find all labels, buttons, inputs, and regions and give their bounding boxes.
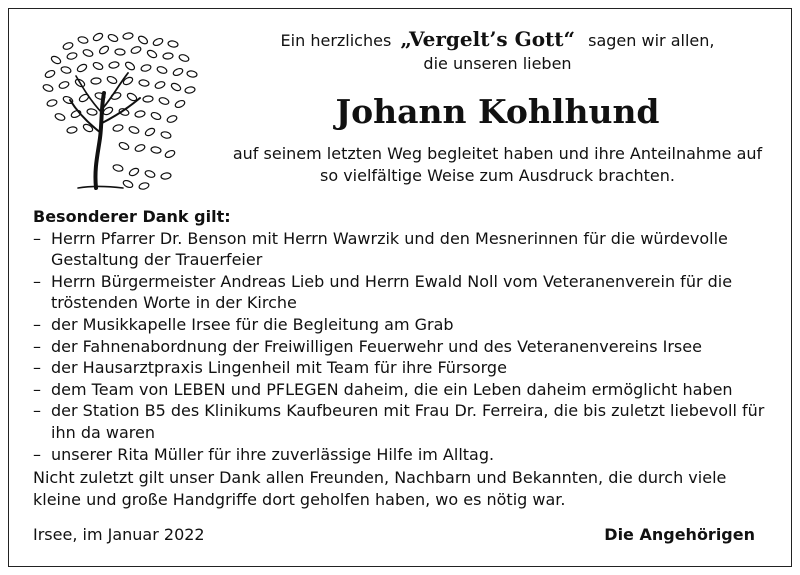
dash-marker: –: [33, 228, 41, 248]
thanks-item: [33, 444, 778, 466]
thanks-item: [33, 228, 778, 271]
thanks-item-text: unserer Rita Müller für ihre zuverlässige Hilfe im Alltag.: [51, 444, 495, 464]
thanks-item-text: Herrn Bürgermeister Andreas Lieb und Herrn Ewald Noll vom Veteranenverein für die tröstenden Worte in der Kirche: [51, 271, 733, 313]
thanks-heading: Besonderer Dank gilt:: [33, 207, 231, 226]
intro-line-2: die unseren lieben: [423, 54, 572, 73]
thanks-item: [33, 271, 778, 314]
thanks-item-text: der Hausarztpraxis Lingenheil mit Team für ihre Fürsorge: [51, 358, 507, 378]
thanks-item: [33, 357, 778, 379]
dash-marker: –: [33, 444, 41, 464]
dash-marker: –: [33, 401, 41, 421]
tail-line-2: so vielfältige Weise zum Ausdruck brachten.: [319, 166, 675, 185]
deceased-name: Johann Kohlhund: [335, 92, 660, 131]
intro-text-before: Ein herzliches: [280, 31, 392, 50]
dash-marker: –: [33, 336, 41, 356]
place-date: Irsee, im Januar 2022: [33, 525, 205, 544]
thanks-item: [33, 379, 778, 401]
thanks-item: [33, 314, 778, 336]
intro-block: [225, 28, 770, 75]
thanks-item-text: dem Team von LEBEN und PFLEGEN daheim, die ein Leben daheim ermöglicht haben: [51, 379, 733, 399]
dash-marker: –: [33, 271, 41, 291]
thanks-item: [33, 400, 778, 443]
dash-marker: –: [33, 379, 41, 399]
intro-text-after: sagen wir allen,: [588, 31, 715, 50]
tree-icon: [28, 28, 203, 193]
thanks-item: [33, 336, 778, 358]
dash-marker: –: [33, 358, 41, 378]
dash-marker: –: [33, 314, 41, 334]
closing-paragraph: Nicht zuletzt gilt unser Dank allen Freunden, Nachbarn und Bekannten, die durch viele kleine und große Handgriffe dort geholfen haben, wo es nötig war.: [33, 468, 727, 509]
thanks-section: [33, 206, 778, 510]
thanks-item-text: Herrn Pfarrer Dr. Benson mit Herrn Wawrzik und den Mesnerinnen für die würdevolle Gestaltung der Trauerfeier: [51, 228, 728, 270]
vergelts-gott-quote: „Vergelt’s Gott“: [400, 27, 576, 51]
intro-line-1: [225, 28, 770, 52]
tail-line-1: auf seinem letzten Weg begleitet haben und ihre Anteilnahme auf: [232, 144, 763, 163]
signature: Die Angehörigen: [604, 525, 755, 544]
tail-block: [225, 143, 770, 187]
thanks-item-text: der Musikkapelle Irsee für die Begleitung am Grab: [51, 314, 454, 334]
thanks-item-text: der Station B5 des Klinikums Kaufbeuren mit Frau Dr. Ferreira, die bis zuletzt liebevoll für ihn da waren: [51, 401, 765, 442]
thanks-item-text: der Fahnenabordnung der Freiwilligen Feuerwehr und des Veteranenvereins Irsee: [51, 336, 702, 356]
